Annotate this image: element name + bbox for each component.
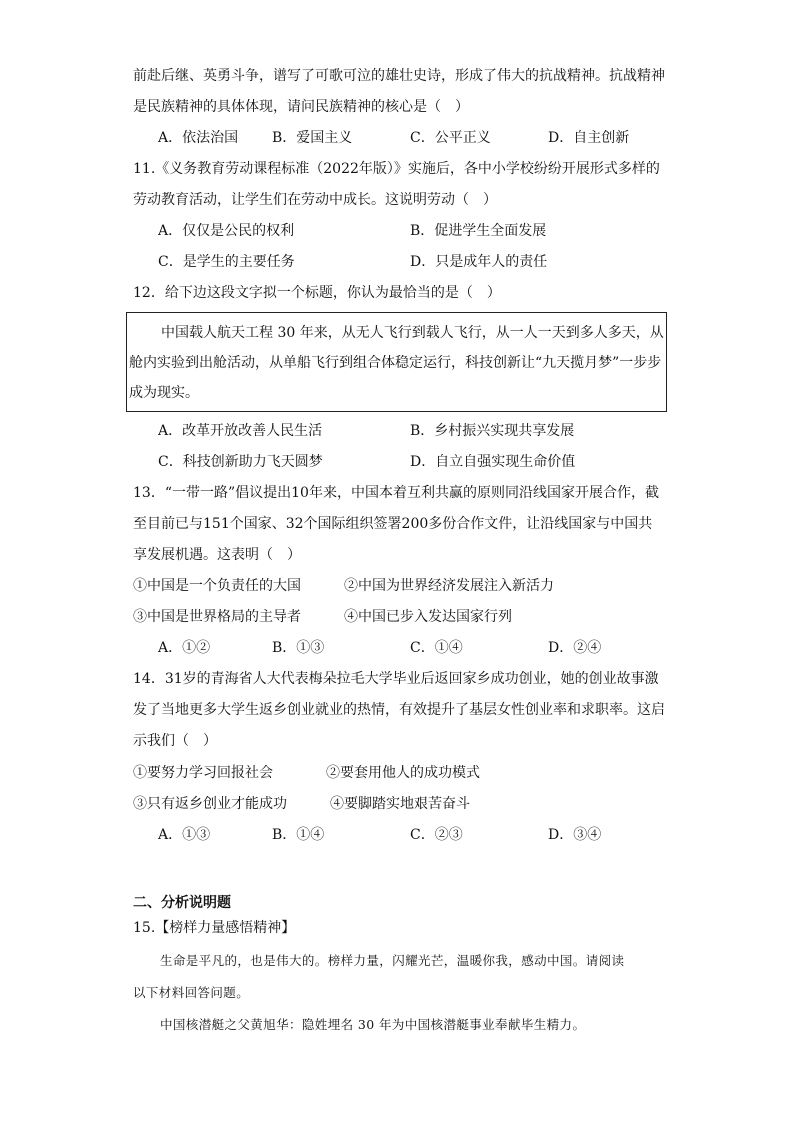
q15-material-line-1: 中国核潜艇之父黄旭华：隐姓埋名 30 年为中国核潜艇事业奉献毕生精力。 (160, 1017, 586, 1032)
q11-line-2: 劳动教育活动，让学生们在劳动中成长。这说明劳动（ ） (133, 192, 497, 208)
q14-item-3: ③只有返乡创业才能成功 (133, 796, 287, 812)
q13-option-a: A．①② (158, 640, 211, 656)
q13-option-c: C．①④ (410, 640, 463, 656)
q13-item-1: ①中国是一个负责任的大国 (133, 578, 301, 594)
q13-option-d: D．②④ (548, 640, 602, 656)
q12-option-a: A．改革开放改善人民生活 (158, 423, 323, 439)
q10-option-b: B．爱国主义 (272, 130, 353, 146)
q11-option-a: A．仅仅是公民的权利 (158, 223, 295, 239)
q15-title: 15.【榜样力量感悟精神】 (133, 920, 296, 936)
q10-option-a: A．依法治国 (158, 130, 239, 146)
q15-intro-line-1: 生命是平凡的，也是伟大的。榜样力量，闪耀光芒，温暖你我，感动中国。请阅读 (160, 953, 625, 968)
q11-option-d: D．只是成年人的责任 (410, 254, 548, 270)
q14-item-1: ①要努力学习回报社会 (133, 765, 273, 781)
q14-line-3: 示我们（ ） (133, 733, 217, 749)
q13-line-2: 至目前已与151个国家、32个国际组织签署200多份合作文件，让沿线国家与中国共 (133, 516, 653, 532)
q13-item-4: ④中国已步入发达国家行列 (344, 609, 512, 625)
q12-option-c: C．科技创新助力飞天圆梦 (158, 454, 323, 470)
q11-line-1: 11.《义务教育劳动课程标准（2022年版）》实施后，各中小学校纷纷开展形式多样的 (133, 161, 660, 177)
q13-line-1: 13．“一带一路”倡议提出10年来，中国本着互利共赢的原则同沿线国家开展合作，截 (133, 485, 659, 501)
q11-option-b: B．促进学生全面发展 (410, 223, 547, 239)
q10-option-c: C．公平正义 (410, 130, 491, 146)
q12-material-box (126, 312, 667, 412)
q14-item-4: ④要脚踏实地艰苦奋斗 (330, 796, 470, 812)
q10-line-2: 是民族精神的具体体现，请问民族精神的核心是（ ） (133, 99, 469, 115)
section-heading: 二、分析说明题 (133, 895, 231, 911)
q12-box-line-3: 成为现实。 (129, 385, 199, 401)
q14-option-d: D．③④ (548, 827, 602, 843)
q14-option-b: B．①④ (272, 827, 325, 843)
q14-line-2: 发了当地更多大学生返乡创业就业的热情，有效提升了基层女性创业率和求职率。这启 (133, 702, 665, 718)
q14-line-1: 14．31岁的青海省人大代表梅朵拉毛大学毕业后返回家乡成功创业，她的创业故事激 (133, 671, 659, 687)
q12-option-d: D．自立自强实现生命价值 (410, 454, 576, 470)
q12-box-line-1: 中国载人航天工程 30 年来，从无人飞行到载人飞行，从一人一天到多人多天，从 (161, 325, 664, 341)
q13-item-3: ③中国是世界格局的主导者 (133, 609, 301, 625)
q13-line-3: 享发展机遇。这表明（ ） (133, 547, 301, 563)
q14-option-a: A．①③ (158, 827, 211, 843)
q14-option-c: C．②③ (410, 827, 463, 843)
q13-option-b: B．①③ (272, 640, 325, 656)
q12-option-b: B．乡村振兴实现共享发展 (410, 423, 575, 439)
q12-line-1: 12．给下边这段文字拟一个标题，你认为最恰当的是（ ） (133, 285, 501, 301)
q14-item-2: ②要套用他人的成功模式 (326, 765, 480, 781)
q10-line-1: 前赴后继、英勇斗争，谱写了可歌可泣的雄壮史诗，形成了伟大的抗战精神。抗战精神 (133, 68, 665, 84)
q15-intro-line-2: 以下材料回答问题。 (133, 985, 250, 1000)
q13-item-2: ②中国为世界经济发展注入新活力 (344, 578, 554, 594)
q12-box-line-2: 舱内实验到出舱活动，从单船飞行到组合体稳定运行，科技创新让“九天揽月梦”一步步 (129, 355, 662, 371)
q10-option-d: D．自主创新 (548, 130, 630, 146)
q11-option-c: C．是学生的主要任务 (158, 254, 295, 270)
